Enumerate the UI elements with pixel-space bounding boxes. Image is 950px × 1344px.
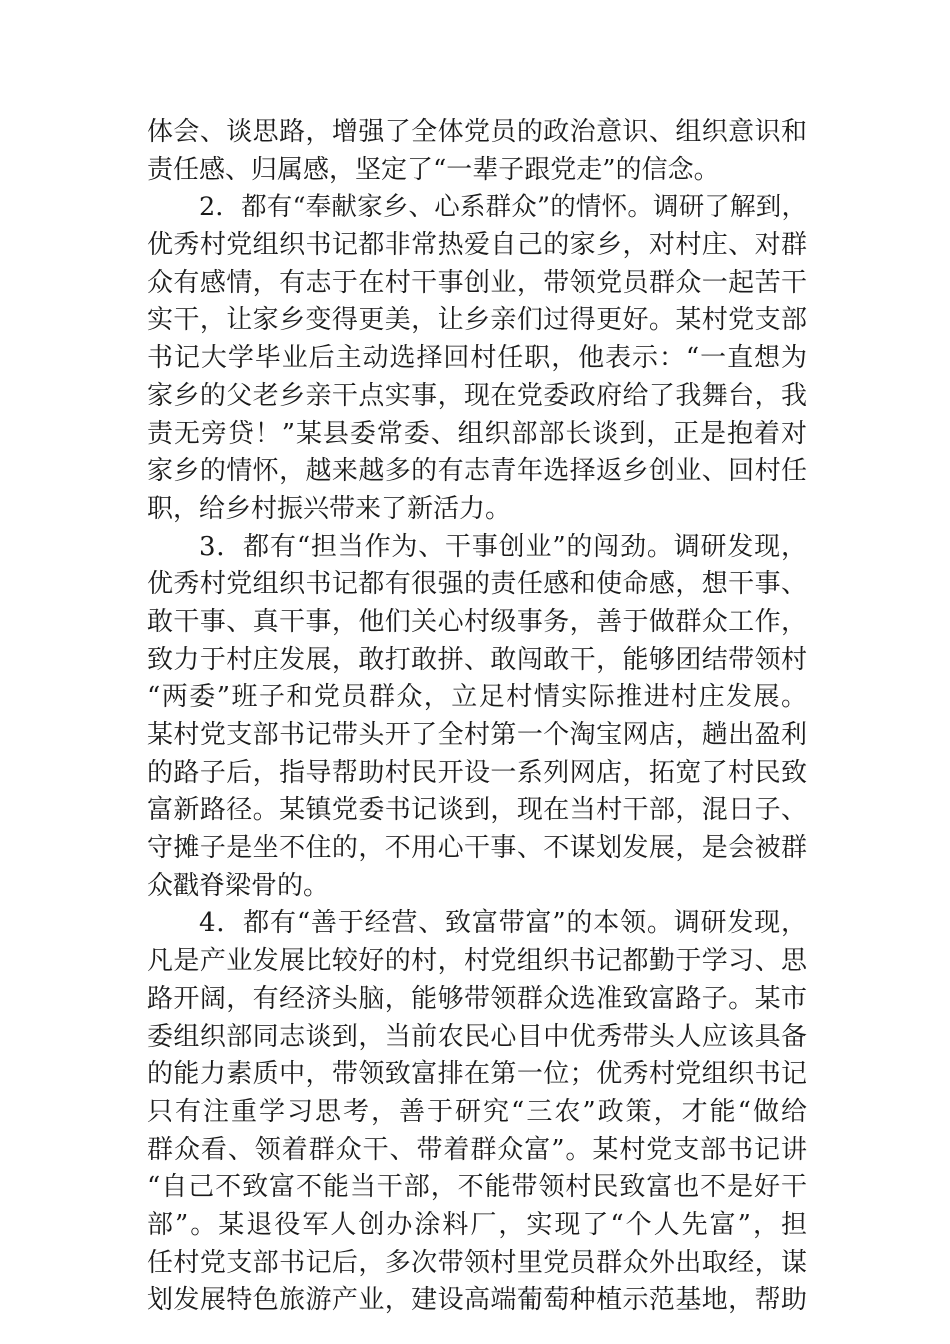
paragraph-first-line: 3．都有“担当作为、干事创业”的闯劲。调研发现， [199, 531, 807, 562]
text-line: 路开阔，有经济头脑，能够带领群众选准致富路子。某市 [147, 983, 807, 1014]
text-line: 只有注重学习思考，善于研究“三农”政策，才能“做给 [147, 1096, 807, 1127]
text-line: “两委”班子和党员群众，立足村情实际推进村庄发展。 [147, 682, 807, 713]
text-line: 实干，让家乡变得更美，让乡亲们过得更好。某村党支部 [147, 305, 807, 336]
text-line: 的能力素质中，带领致富排在第一位；优秀村党组织书记 [147, 1059, 807, 1090]
text-line: 职，给乡村振兴带来了新活力。 [147, 493, 512, 524]
text-line: 责无旁贷！”某县委常委、组织部部长谈到，正是抱着对 [147, 418, 807, 449]
text-line: 凡是产业发展比较好的村，村党组织书记都勤于学习、思 [147, 946, 807, 977]
body-text [147, 114, 807, 1320]
text-line: 众有感情，有志于在村干事创业，带领党员群众一起苦干 [147, 267, 807, 298]
text-line: 守摊子是坐不住的，不用心干事、不谋划发展，是会被群 [147, 833, 807, 864]
paragraph-first-line: 4．都有“善于经营、致富带富”的本领。调研发现， [199, 908, 807, 939]
text-line: 敢干事、真干事，他们关心村级事务，善于做群众工作， [147, 606, 807, 637]
paragraph-first-line: 2．都有“奉献家乡、心系群众”的情怀。调研了解到， [199, 192, 807, 223]
text-line: 家乡的情怀，越来越多的有志青年选择返乡创业、回村任 [147, 456, 807, 487]
text-line: 部”。某退役军人创办涂料厂，实现了“个人先富”，担 [147, 1209, 807, 1240]
text-line: 责任感、归属感，坚定了“一辈子跟党走”的信念。 [147, 154, 720, 185]
text-line: 的路子后，指导帮助村民开设一系列网店，拓宽了村民致 [147, 757, 807, 788]
text-line: 富新路径。某镇党委书记谈到，现在当村干部，混日子、 [147, 795, 807, 826]
text-line: 众戳脊梁骨的。 [147, 870, 330, 901]
text-line: 书记大学毕业后主动选择回村任职，他表示：“一直想为 [147, 343, 807, 374]
text-line: 优秀村党组织书记都有很强的责任感和使命感，想干事、 [147, 569, 807, 600]
text-line: 任村党支部书记后，多次带领村里党员群众外出取经，谋 [147, 1247, 807, 1278]
text-line: 优秀村党组织书记都非常热爱自己的家乡，对村庄、对群 [147, 230, 807, 261]
text-line: 体会、谈思路，增强了全体党员的政治意识、组织意识和 [147, 117, 807, 147]
text-line: 群众看、领着群众干、带着群众富”。某村党支部书记讲 [147, 1134, 807, 1165]
text-line: “自己不致富不能当干部，不能带领村民致富也不是好干 [147, 1172, 807, 1203]
text-line: 某村党支部书记带头开了全村第一个淘宝网店，趟出盈利 [147, 720, 807, 750]
text-line: 委组织部同志谈到，当前农民心目中优秀带头人应该具备 [147, 1021, 807, 1052]
text-line: 家乡的父老乡亲干点实事，现在党委政府给了我舞台，我 [147, 380, 807, 411]
text-line: 致力于村庄发展，敢打敢拼、敢闯敢干，能够团结带领村 [147, 644, 807, 675]
text-line: 划发展特色旅游产业，建设高端葡萄种植示范基地，帮助 [147, 1285, 807, 1316]
